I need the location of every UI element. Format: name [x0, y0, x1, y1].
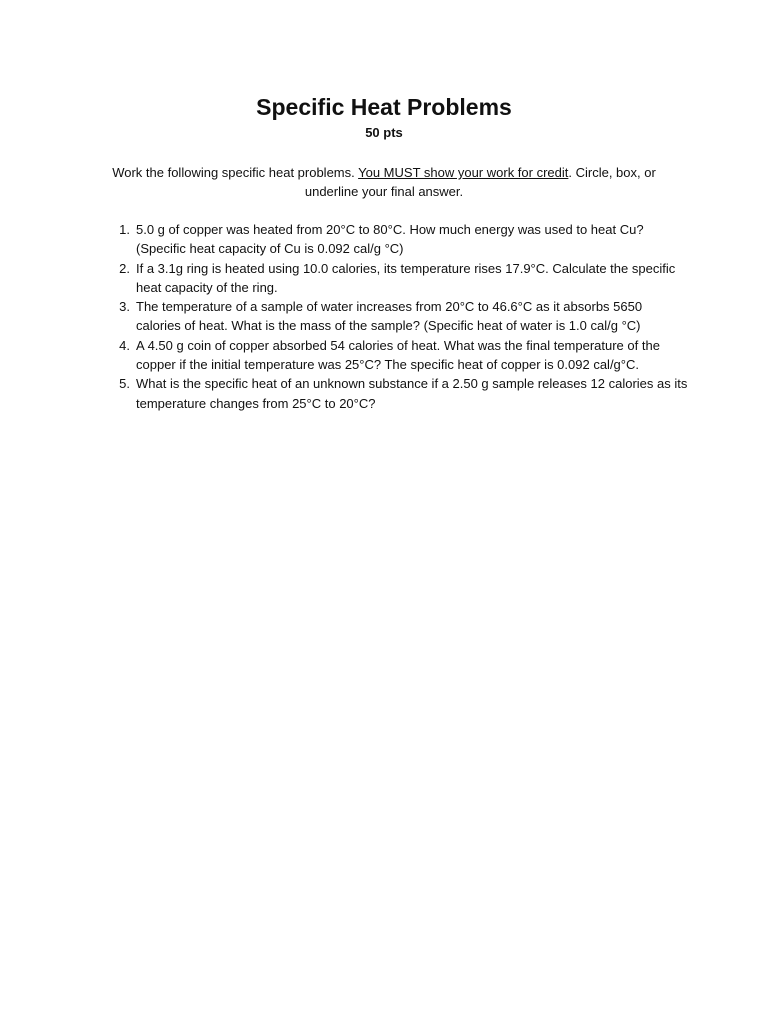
document-title: Specific Heat Problems [256, 94, 512, 120]
points-total: 50 pts [365, 125, 403, 140]
problem-text: A 4.50 g coin of copper absorbed 54 calories of heat. What was the final temperature of the copper if the initial temperature was 25°C? The specific heat of copper is 0.092 cal/g°C. [136, 337, 660, 373]
problem-list [108, 220, 688, 413]
problem-number: 1. [119, 222, 130, 237]
problem-text: What is the specific heat of an unknown substance if a 2.50 g sample releases 12 calories as its temperature changes from 25°C to 20°C? [136, 376, 688, 411]
problem-item-2 [108, 259, 688, 298]
problem-text: 5.0 g of copper was heated from 20°C to 80°C. How much energy was used to heat Cu? (Specific heat capacity of Cu is 0.092 cal/g °C) [136, 222, 644, 257]
instructions-emphasis: You MUST show your work for credit [358, 165, 569, 180]
problem-item-1 [108, 220, 688, 259]
problem-item-5 [108, 374, 688, 413]
instructions-tail: . Circle, box, or underline your final answer. [304, 165, 656, 199]
instructions [90, 163, 678, 201]
instructions-lead: Work the following specific heat problems. [112, 165, 359, 180]
problem-item-4 [108, 336, 688, 375]
problem-number: 4. [119, 337, 130, 353]
problem-number: 5. [119, 376, 130, 392]
problem-text: If a 3.1g ring is heated using 10.0 calories, its temperature rises 17.9°C. Calculate the specific heat capacity of the ring. [136, 260, 676, 295]
problem-item-3 [108, 297, 688, 336]
problem-number: 3. [119, 299, 130, 315]
problem-text: The temperature of a sample of water increases from 20°C to 46.6°C as it absorbs 5650 calories of heat. What is the mass of the sample? (Specific heat of water is 1.0 cal/g °C) [136, 299, 643, 334]
problem-number: 2. [119, 260, 130, 276]
